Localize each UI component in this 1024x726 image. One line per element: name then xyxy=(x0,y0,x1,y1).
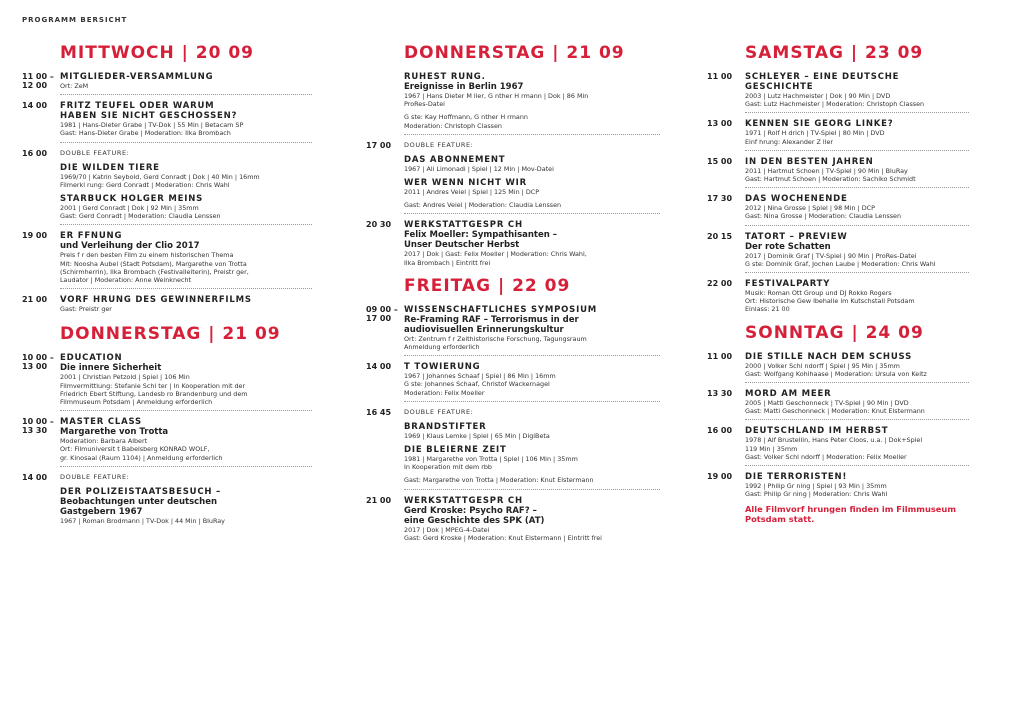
entry-time: 10 00 – 13 00 xyxy=(22,353,54,372)
entry-title: DIE WILDEN TIERE xyxy=(60,162,160,173)
entry-detail: Ort: ZeM xyxy=(60,82,89,90)
program-entry xyxy=(22,149,312,221)
entry-detail: 2011 | Andres Veiel | Spiel | 125 Min | DCP xyxy=(404,188,540,197)
entry-time: 11 00 xyxy=(707,72,733,81)
divider xyxy=(60,94,312,95)
entry-subtitle: Re-Framing RAF – Terrorismus in der xyxy=(404,314,579,325)
entry-detail: 2000 | Volker Schl ndorff | Spiel | 95 Min | 35mm xyxy=(745,361,900,370)
entry-subtitle: Felix Moeller: Sympathisanten – xyxy=(404,230,558,241)
entry-title: HABEN SIE NICHT GESCHOSSEN? xyxy=(60,111,238,122)
entry-detail: 1967 | Johannes Schaaf | Spiel | 86 Min | 16mm xyxy=(404,372,556,381)
entry-title: WER WENN NICHT WIR xyxy=(404,178,527,189)
double-feature-label: DOUBLE FEATURE: xyxy=(60,148,130,157)
program-entry xyxy=(22,295,312,313)
divider xyxy=(404,489,660,490)
double-feature-label: DOUBLE FEATURE: xyxy=(404,140,474,149)
entry-time: 14 00 xyxy=(366,362,392,372)
day-heading: DONNERSTAG | 21 09 xyxy=(404,43,625,63)
entry-time: 15 00 xyxy=(707,156,733,166)
divider xyxy=(404,401,660,402)
day-heading: FREITAG | 22 09 xyxy=(404,275,571,296)
entry-title: T TOWIERUNG xyxy=(404,362,481,373)
entry-detail: Filmerkl rung: Gerd Conradt | Moderation: Chris Wahl xyxy=(60,180,230,189)
program-entry xyxy=(366,220,660,266)
entry-detail: Gast: Gerd Kroske | Moderation: Knut Elstermann | Eintritt frei xyxy=(404,533,602,542)
entry-title: MITGLIEDER-VERSAMMLUNG xyxy=(60,72,214,82)
entry-title: VORF HRUNG DES GEWINNERFILMS xyxy=(60,295,252,306)
entry-time: 16 45 xyxy=(366,407,392,417)
entry-time: 14 00 xyxy=(22,101,48,111)
day-heading: DONNERSTAG | 21 09 xyxy=(60,324,281,345)
entry-detail: Moderation: Christoph Classen xyxy=(404,121,502,130)
entry-subtitle: Gastgebern 1967 xyxy=(60,506,143,517)
divider xyxy=(745,272,969,273)
entry-detail: 1969/70 | Katrin Seybold, Gerd Conradt | Dok | 40 Min | 16mm xyxy=(60,172,260,181)
entry-time: 16 00 xyxy=(707,426,733,436)
program-entry xyxy=(707,389,969,415)
entry-detail: Mit: Noosha Aubel (Stadt Potsdam), Margarethe von Trotta xyxy=(60,259,247,268)
entry-subtitle: Beobachtungen unter deutschen xyxy=(60,496,218,507)
entry-time: 14 00 xyxy=(22,472,48,482)
entry-title: WISSENSCHAFTLICHES SYMPOSIUM xyxy=(404,304,598,315)
entry-detail: Moderation: Felix Moeller xyxy=(404,388,485,397)
divider xyxy=(745,419,969,420)
program-entry xyxy=(707,279,969,314)
entry-detail: 1969 | Klaus Lemke | Spiel | 65 Min | DigiBeta xyxy=(404,431,550,440)
program-entry xyxy=(22,473,312,525)
program-entry xyxy=(707,194,969,220)
entry-detail: Gast: Nina Grosse | Moderation: Claudia Lenssen xyxy=(745,212,902,221)
entry-detail: Gast: Philip Gr ning | Moderation: Chris Wahl xyxy=(745,490,888,499)
program-entry xyxy=(707,232,969,268)
entry-detail: Moderation: Barbara Albert xyxy=(60,437,148,446)
entry-detail: 1981 | Hans-Dieter Grabe | TV-Dok | 55 Min | Betacam SP xyxy=(60,121,244,130)
entry-detail: Friedrich Ebert Stiftung, Landesb ro Brandenburg und dem xyxy=(60,389,248,398)
entry-title: DIE STILLE NACH DEM SCHUSS xyxy=(745,351,912,362)
entry-detail: G ste: Kay Hoffmann, G nther H rmann xyxy=(404,113,528,122)
entry-detail: 1992 | Philip Gr ning | Spiel | 93 Min | 35mm xyxy=(745,482,887,491)
entry-time: 17 00 xyxy=(366,140,392,150)
entry-time: 20 15 xyxy=(707,231,733,241)
column-2 xyxy=(366,40,660,546)
entry-detail: Gast: Preistr ger xyxy=(60,305,112,314)
program-entry xyxy=(22,353,312,406)
entry-title: STARBUCK HOLGER MEINS xyxy=(60,194,204,205)
entry-detail: In Kooperation mit dem rbb xyxy=(404,463,492,472)
program-entry xyxy=(22,72,312,90)
entry-time: 21 00 xyxy=(366,495,392,505)
entry-subtitle: Unser Deutscher Herbst xyxy=(404,240,520,251)
entry-subtitle: audiovisuellen Erinnerungskultur xyxy=(404,324,564,335)
entry-detail: Anmeldung erforderlich xyxy=(404,343,480,352)
page-label: PROGRAMM BERSICHT xyxy=(22,16,128,24)
entry-detail: Gast: Gerd Conradt | Moderation: Claudia Lenssen xyxy=(60,212,221,221)
program-entry xyxy=(22,231,312,284)
divider xyxy=(60,410,312,411)
entry-detail: 119 Min | 35mm xyxy=(745,444,798,453)
entry-subtitle: Margarethe von Trotta xyxy=(60,427,169,438)
entry-title: WERKSTATTGESPR CH xyxy=(404,495,523,506)
entry-detail: Ort: Zentrum f r Zeithistorische Forschung, Tagungsraum xyxy=(404,334,587,343)
entry-title: DAS ABONNEMENT xyxy=(404,154,506,165)
entry-detail: 2001 | Christian Petzold | Spiel | 106 Min xyxy=(60,373,190,382)
entry-title: FRITZ TEUFEL ODER WARUM xyxy=(60,101,215,112)
entry-time: 19 00 xyxy=(707,472,733,482)
divider xyxy=(745,187,969,188)
entry-title: TATORT – PREVIEW xyxy=(745,231,848,242)
entry-title: WERKSTATTGESPR CH xyxy=(404,220,523,231)
entry-time: 13 30 xyxy=(707,389,733,399)
divider xyxy=(60,142,312,143)
entry-time: 19 00 xyxy=(22,231,48,241)
entry-title: DEUTSCHLAND IM HERBST xyxy=(745,426,889,437)
divider xyxy=(745,465,969,466)
entry-time: 17 30 xyxy=(707,194,733,204)
entry-title: IN DEN BESTEN JAHREN xyxy=(745,156,874,167)
entry-detail: Preis f r den besten Film zu einem historischen Thema xyxy=(60,251,234,260)
program-entry xyxy=(366,141,660,210)
footer-note: Alle Filmvorf hrungen finden im Filmmuseum xyxy=(745,504,956,515)
entry-detail: Gast: Hartmut Schoen | Moderation: Sachiko Schmidt xyxy=(745,175,916,184)
entry-detail: 1967 | Ali Limonadi | Spiel | 12 Min | Mov-Datei xyxy=(404,164,554,173)
entry-detail: Gast: Andres Veiel | Moderation: Claudia Lenssen xyxy=(404,201,562,210)
entry-time: 20 30 xyxy=(366,220,392,230)
entry-subtitle: und Verleihung der Clio 2017 xyxy=(60,241,200,252)
entry-title: DER POLIZEISTAATSBESUCH – xyxy=(60,486,222,497)
entry-detail: Gast: Margarethe von Trotta | Moderation: Knut Elstermann xyxy=(404,476,594,485)
divider xyxy=(745,225,969,226)
entry-detail: Ilka Brombach | Eintritt frei xyxy=(404,258,491,267)
entry-detail: 2012 | Nina Grosse | Spiel | 98 Min | DCP xyxy=(745,204,875,213)
day-heading: MITTWOCH | 20 09 xyxy=(60,43,255,63)
entry-detail: 1978 | Alf Brustellin, Hans Peter Cloos, u.a. | Dok+Spiel xyxy=(745,436,923,445)
entry-title: ER FFNUNG xyxy=(60,231,123,242)
entry-title: EDUCATION xyxy=(60,353,123,364)
entry-time: 16 00 xyxy=(22,148,48,158)
entry-time: 11 00 xyxy=(707,351,733,361)
divider xyxy=(60,224,312,225)
entry-time: 11 00 – 12 00 xyxy=(22,72,54,90)
entry-detail: 1967 | Roman Brodmann | TV-Dok | 44 Min | BluRay xyxy=(60,516,225,525)
entry-detail: Einf hrung: Alexander Z ller xyxy=(745,137,834,146)
double-feature-label: DOUBLE FEATURE: xyxy=(404,407,474,416)
entry-time: 21 00 xyxy=(22,295,48,305)
entry-detail: 1971 | Rolf H drich | TV-Spiel | 80 Min | DVD xyxy=(745,129,885,138)
program-entry xyxy=(22,417,312,462)
entry-subtitle: Der rote Schatten xyxy=(745,241,831,252)
program-entry xyxy=(707,157,969,183)
footer-note: Potsdam statt. xyxy=(745,514,815,525)
entry-detail: 2005 | Matti Geschonneck | TV-Spiel | 90 Min | DVD xyxy=(745,399,909,408)
entry-title: BRANDSTIFTER xyxy=(404,421,487,432)
entry-detail: 2017 | Dok | Gast: Felix Moeller | Moderation: Chris Wahl, xyxy=(404,250,587,259)
entry-detail: Filmvermittlung: Stefanie Schl ter | In Kooperation mit der xyxy=(60,381,246,390)
entry-detail: Laudator | Moderation: Anne Weinknecht xyxy=(60,276,192,285)
entry-detail: Gast: Matti Geschonneck | Moderation: Knut Elstermann xyxy=(745,407,925,416)
entry-time: 22 00 xyxy=(707,279,733,289)
entry-title: FESTIVALPARTY xyxy=(745,279,831,290)
program-entry xyxy=(707,472,969,498)
entry-detail: 1967 | Hans Dieter M ller, G nther H rmann | Dok | 86 Min xyxy=(404,92,589,100)
entry-subtitle: eine Geschichte des SPK (AT) xyxy=(404,515,545,526)
entry-time: 09 00 – 17 00 xyxy=(366,304,398,323)
entry-title: MORD AM MEER xyxy=(745,389,832,400)
divider xyxy=(60,466,312,467)
divider xyxy=(404,134,660,135)
entry-time: 10 00 – 13 30 xyxy=(22,417,54,436)
entry-title: DIE BLEIERNE ZEIT xyxy=(404,445,507,456)
entry-detail: 1981 | Margarethe von Trotta | Spiel | 106 Min | 35mm xyxy=(404,455,578,464)
entry-detail: Ort: Historische Gew lbehalle im Kutschstall Potsdam xyxy=(745,297,915,306)
entry-detail: 2001 | Gerd Conradt | Dok | 92 Min | 35mm xyxy=(60,204,199,213)
divider xyxy=(404,355,660,356)
entry-detail: Filmmuseum Potsdam | Anmeldung erforderlich xyxy=(60,398,213,407)
program-entry xyxy=(366,496,660,542)
entry-title: DIE TERRORISTEN! xyxy=(745,472,848,483)
program-entry xyxy=(707,426,969,461)
entry-detail: Ort: Filmuniversit t Babelsberg KONRAD WOLF, xyxy=(60,445,210,454)
program-entry xyxy=(22,101,312,137)
entry-detail: gr. Kinosaal (Raum 1104) | Anmeldung erforderlich xyxy=(60,453,223,462)
day-heading: SONNTAG | 24 09 xyxy=(745,322,924,343)
program-entry xyxy=(707,119,969,145)
entry-detail: Gast: Lutz Hachmeister | Moderation: Christoph Classen xyxy=(745,100,925,109)
entry-subtitle: Die innere Sicherheit xyxy=(60,363,162,374)
entry-detail: 2003 | Lutz Hachmeister | Dok | 90 Min | DVD xyxy=(745,92,891,100)
entry-detail: G ste: Dominik Graf, Jochen Laube | Moderation: Chris Wahl xyxy=(745,259,936,268)
entry-title: RUHEST RUNG. xyxy=(404,72,486,82)
entry-subtitle: Gerd Kroske: Psycho RAF? – xyxy=(404,505,537,516)
entry-detail: Einlass: 21 00 xyxy=(745,305,790,314)
entry-subtitle: Ereignisse in Berlin 1967 xyxy=(404,82,524,92)
entry-detail: Gast: Volker Schl ndorff | Moderation: Felix Moeller xyxy=(745,452,907,461)
entry-detail: Musik: Roman Ott Group und DJ Rokko Rogers xyxy=(745,289,892,298)
program-entry xyxy=(707,352,969,378)
divider xyxy=(60,288,312,289)
entry-detail: 2017 | Dok | MPEG-4-Datei xyxy=(404,525,490,534)
column-3 xyxy=(707,40,969,524)
divider xyxy=(745,112,969,113)
day-heading: SAMSTAG | 23 09 xyxy=(745,43,924,63)
entry-detail: Gast: Hans-Dieter Grabe | Moderation: Ilka Brombach xyxy=(60,129,231,138)
program-entry xyxy=(366,72,660,130)
entry-detail: 2017 | Dominik Graf | TV-Spiel | 90 Min | ProRes-Datei xyxy=(745,251,917,260)
program-entry xyxy=(366,408,660,485)
program-entry xyxy=(366,305,660,351)
double-feature-label: DOUBLE FEATURE: xyxy=(60,472,130,481)
entry-title: SCHLEYER – EINE DEUTSCHE GESCHICHTE xyxy=(745,72,900,92)
program-entry xyxy=(366,362,660,397)
entry-title: MASTER CLASS xyxy=(60,417,142,428)
divider xyxy=(745,382,969,383)
entry-detail: 2011 | Hartmut Schoen | TV-Spiel | 90 Min | BluRay xyxy=(745,166,908,175)
entry-detail: ProRes-Datei xyxy=(404,100,445,109)
entry-detail: G ste: Johannes Schaaf, Christof Wackernagel xyxy=(404,380,550,389)
entry-time: 13 00 xyxy=(707,119,733,129)
entry-detail: (Schirmherrin), Ilka Brombach (Festivalleiterin), Preistr ger, xyxy=(60,267,249,276)
column-1 xyxy=(22,40,312,529)
entry-title: KENNEN SIE GEORG LINKE? xyxy=(745,119,894,130)
entry-detail: Gast: Wolfgang Kohlhaase | Moderation: Ursula von Keitz xyxy=(745,369,927,378)
divider xyxy=(745,150,969,151)
program-entry xyxy=(707,72,969,108)
entry-title: DAS WOCHENENDE xyxy=(745,194,848,205)
divider xyxy=(404,213,660,214)
